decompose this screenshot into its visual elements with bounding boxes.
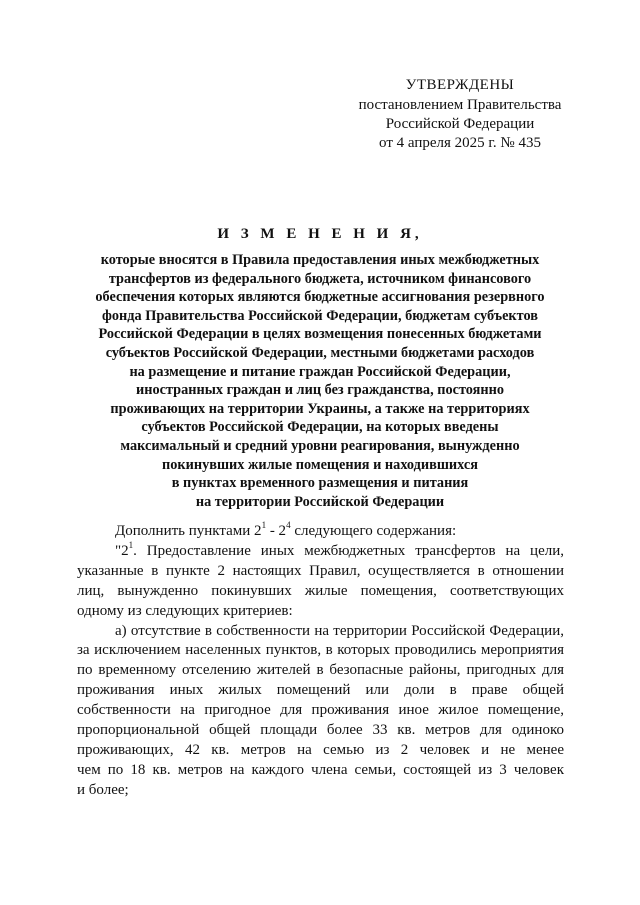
paragraph-line: а) отсутствие в собственности на территории Российской Федерации,	[115, 622, 564, 639]
document-subtitle	[80, 251, 560, 511]
paragraph-line: указанные в пункте 2 настоящих Правил, осуществляется в отношении	[77, 562, 564, 579]
intro-text: следующего содержания:	[290, 523, 457, 539]
intro-sup: 1	[261, 520, 267, 530]
subtitle-line: в пунктах временного размещения и питания	[171, 475, 469, 492]
subtitle-line: проживающих на территории Украины, а также на территориях	[110, 400, 530, 417]
subtitle-line: иностранных граждан и лиц без гражданства, постоянно	[135, 382, 505, 399]
subtitle-line: на территории Российской Федерации	[195, 493, 445, 510]
paragraph-line: и более;	[77, 781, 129, 798]
approval-block	[330, 76, 590, 153]
approval-line: Российской Федерации	[385, 116, 535, 132]
paragraph-line: пропорциональной общей площади более 33 кв. метров для одиноко	[77, 722, 564, 739]
approval-line: от 4 апреля 2025 г. № 435	[379, 135, 541, 151]
intro-text: - 2	[266, 523, 287, 539]
subtitle-line: фонда Правительства Российской Федерации, бюджетам субъектов	[101, 307, 539, 324]
approval-heading: УТВЕРЖДЕНЫ	[405, 77, 515, 93]
para-sup: 1	[128, 539, 134, 550]
subtitle-line: Российской Федерации в целях возмещения понесенных бюджетами	[98, 326, 542, 343]
subtitle-line: трансфертов из федерального бюджета, источником финансового	[108, 270, 532, 287]
intro-text: Дополнить пунктами 2	[115, 523, 262, 539]
subtitle-line: субъектов Российской Федерации, местными бюджетами расходов	[105, 344, 535, 361]
intro-sup: 4	[286, 520, 291, 530]
document-body	[77, 522, 564, 801]
para-text: . Предоставление иных межбюджетных трансфертов на цели,	[133, 542, 564, 559]
paragraph-line: лиц, вынужденно покинувших жилые помещения, соответствующих	[77, 582, 564, 599]
paragraph-line: проживания иных жилых помещений или доли в праве общей	[77, 682, 564, 699]
paragraph-line: проживающих, 42 кв. метров на семью из 2 человек и не менее	[77, 741, 564, 758]
paragraph-line	[77, 539, 564, 562]
subtitle-line: субъектов Российской Федерации, на которых введены	[141, 419, 499, 436]
approval-line: постановлением Правительства	[358, 97, 562, 113]
paragraph-line: по временному отселению жителей в безопасные районы, пригодных для	[77, 662, 564, 679]
paragraph-line: одному из следующих критериев:	[77, 602, 293, 619]
subtitle-line: которые вносятся в Правила предоставления иных межбюджетных	[100, 252, 540, 268]
document-title: И З М Е Н Е Н И Я,	[217, 226, 423, 242]
subtitle-line: обеспечения которых являются бюджетные ассигнования резервного	[95, 289, 545, 306]
subtitle-line: на размещение и питание граждан Российской Федерации,	[129, 363, 511, 380]
subtitle-line: покинувших жилые помещения и находившихся	[162, 456, 478, 473]
para-text: "2	[115, 542, 129, 559]
paragraph-line: собственности на пригодное для проживания иное жилое помещение,	[77, 702, 564, 719]
intro-line	[77, 522, 564, 542]
paragraph-line: за исключением населенных пунктов, в которых проводились мероприятия	[77, 642, 564, 659]
paragraph-line: чем по 18 кв. метров на каждого члена семьи, состоящей из 3 человек	[77, 761, 564, 778]
subtitle-line: максимальный и средний уровни реагирования, вынужденно	[120, 437, 520, 454]
